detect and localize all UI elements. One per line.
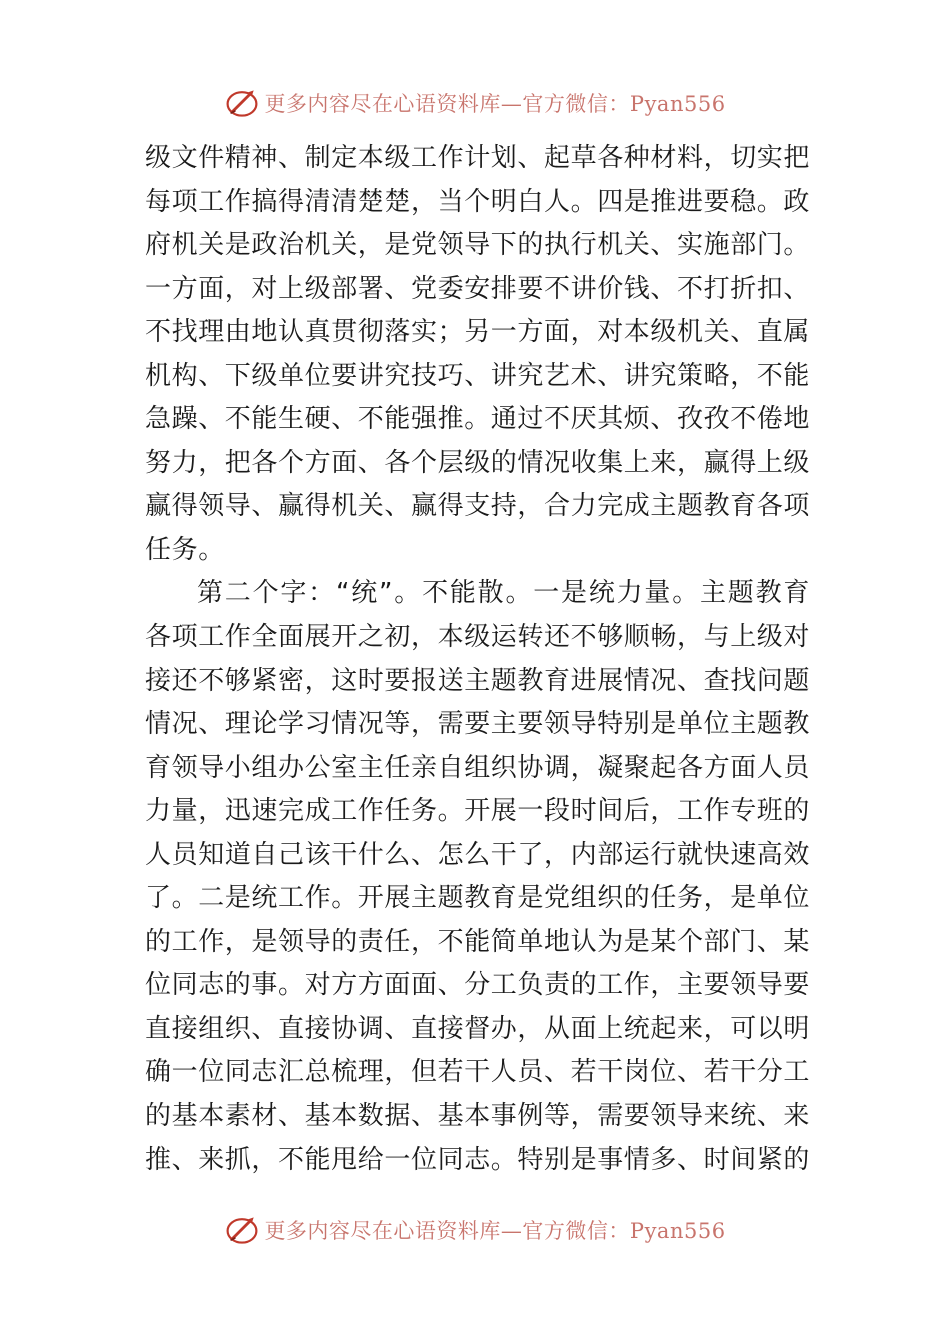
pen-logo-icon — [224, 85, 260, 121]
paragraph: 第二个字：“统”。不能散。一是统力量。主题教育各项工作全面展开之初，本级运转还不够顺畅，与上级对接还不够紧密，这时要报送主题教育进展情况、查找问题情况、理论学习情况等，需要主要领导特别是单位主题教育领导小组办公室主任亲自组织协调，凝聚起各方面人员力量，迅速完成工作任务。开展一段时间后，工作专班的人员知道自己该干什么、怎么干了，内部运行就快速高效了。二是统工作。开展主题教育是党组织的任务，是单位的工作，是领导的责任，不能简单地认为是某个部门、某位同志的事。对方方面面、分工负责的工作，主要领导要直接组织、直接协调、直接督办，从面上统起来，可以明确一位同志汇总梳理，但若干人员、若干岗位、若干分工的基本素材、基本数据、基本事例等，需要领导来统、来推、来抓，不能甩给一位同志。特别是事情多、时间紧的 — [145, 578, 811, 1175]
pen-logo-icon — [224, 1212, 260, 1248]
header-banner — [0, 81, 950, 125]
header-banner-text: 更多内容尽在心语资料库—官方微信：Pyan556 — [264, 92, 726, 116]
document-body — [145, 137, 810, 1182]
footer-banner — [0, 1208, 950, 1252]
paragraph: 级文件精神、制定本级工作计划、起草各种材料，切实把每项工作搞得清清楚楚，当个明白人。四是推进要稳。政府机关是政治机关，是党领导下的执行机关、实施部门。一方面，对上级部署、党委安排要不讲价钱、不打折扣、不找理由地认真贯彻落实；另一方面，对本级机关、直属机构、下级单位要讲究技巧、讲究艺术、讲究策略，不能急躁、不能生硬、不能强推。通过不厌其烦、孜孜不倦地努力，把各个方面、各个层级的情况收集上来，赢得上级赢得领导、赢得机关、赢得支持，合力完成主题教育各项任务。 — [145, 143, 811, 565]
footer-banner-text: 更多内容尽在心语资料库—官方微信：Pyan556 — [264, 1219, 726, 1243]
